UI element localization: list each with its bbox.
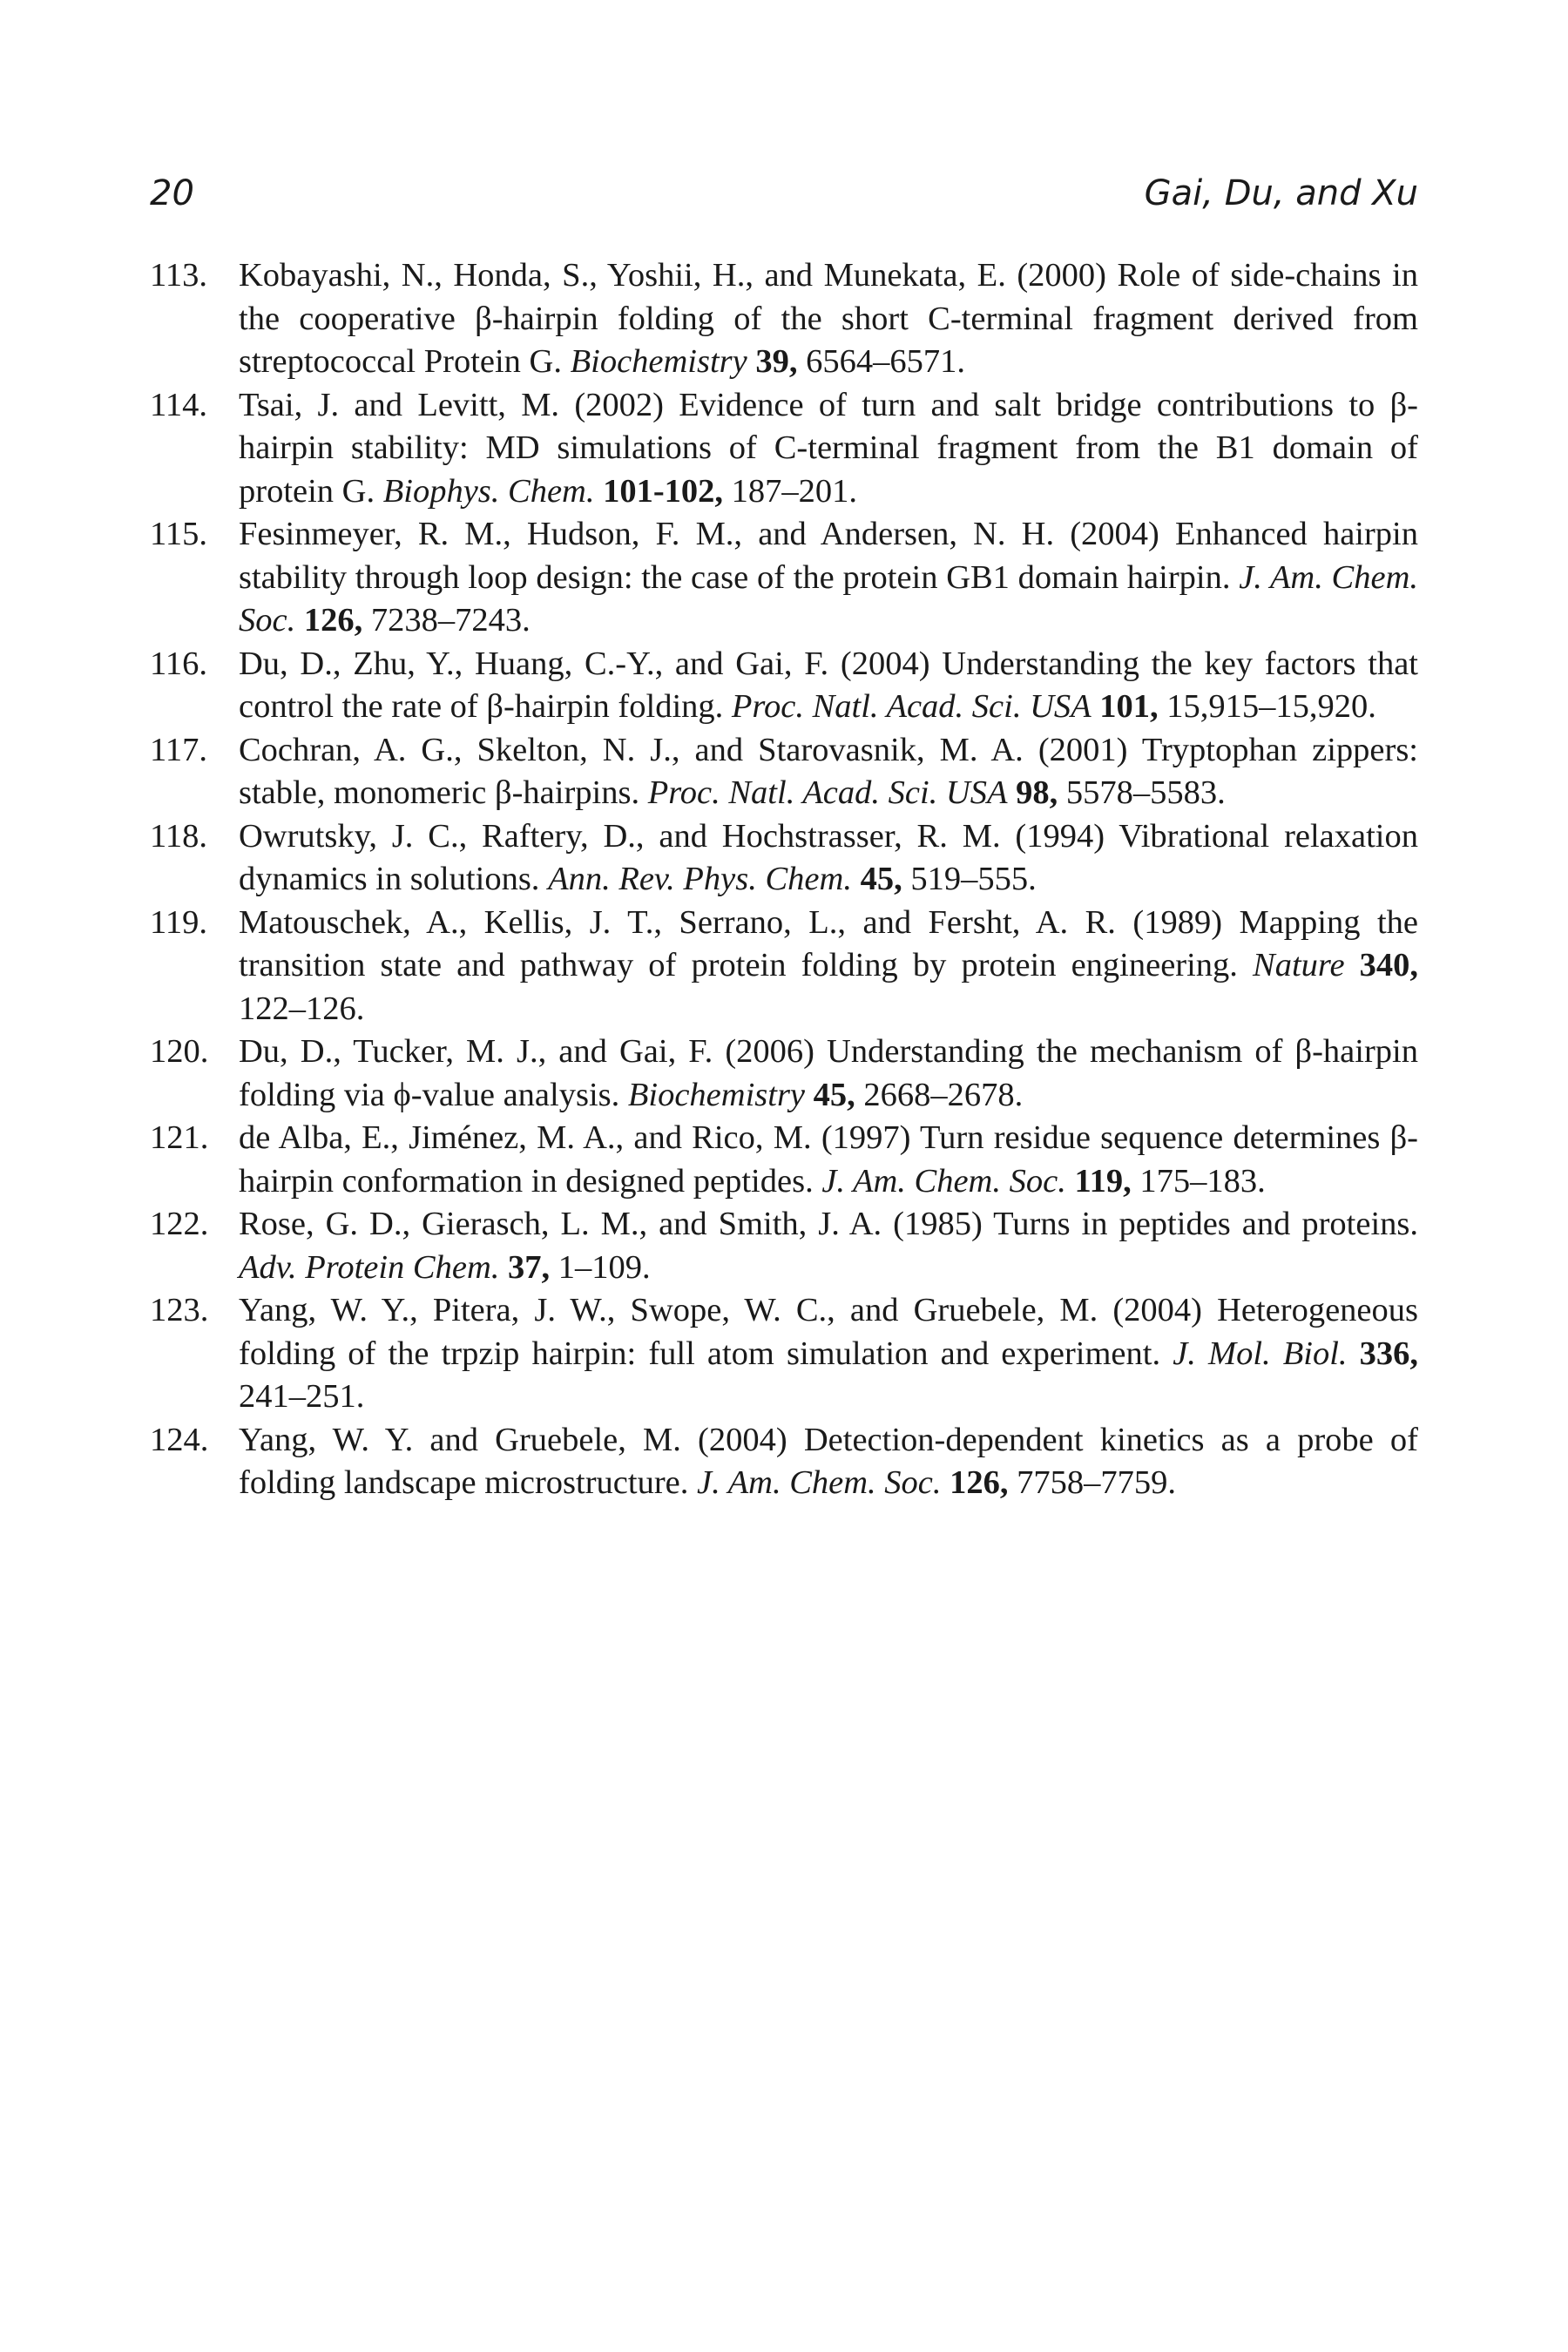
reference-text	[239, 643, 1418, 729]
reference-authors-title: Rose, G. D., Gierasch, L. M., and Smith, J. A. (1985) Turns in peptides and proteins.	[239, 1206, 1418, 1242]
reference-item	[150, 1419, 1418, 1505]
reference-pages: 187–201.	[731, 472, 858, 510]
reference-authors-title: de Alba, E., Jiménez, M. A., and Rico, M. (1997) Turn residue sequence determines β-hairpin conformation in designed peptides.	[239, 1119, 1418, 1200]
reference-authors-title: Yang, W. Y., Pitera, J. W., Swope, W. C., and Gruebele, M. (2004) Heterogeneous folding of the trpzip hairpin: full atom simulation and experiment.	[239, 1292, 1418, 1372]
reference-text	[239, 815, 1418, 902]
reference-text	[239, 513, 1418, 643]
reference-pages: 1–109.	[558, 1248, 651, 1286]
running-head-authors: Gai, Du, and Xu	[1144, 173, 1418, 213]
page-number: 20	[150, 173, 194, 213]
reference-volume: 340,	[1359, 947, 1418, 983]
reference-item	[150, 729, 1418, 815]
reference-number: 117.	[150, 731, 207, 768]
reference-number: 122.	[150, 1206, 209, 1242]
reference-pages: 7238–7243.	[370, 602, 531, 639]
reference-text	[239, 384, 1418, 514]
reference-item	[150, 1203, 1418, 1289]
reference-number: 121.	[150, 1119, 209, 1156]
reference-journal: Ann. Rev. Phys. Chem.	[548, 861, 852, 897]
reference-journal: Biochemistry	[570, 343, 747, 380]
reference-authors-title: Kobayashi, N., Honda, S., Yoshii, H., and Munekata, E. (2000) Role of side-chains in the cooperative β-hairpin folding of the short C-terminal fragment derived from streptococcal Protein G.	[239, 257, 1418, 380]
reference-volume: 37,	[508, 1248, 551, 1286]
reference-journal: Biochemistry	[627, 1076, 806, 1113]
reference-volume: 336,	[1359, 1335, 1418, 1372]
reference-authors-title: Owrutsky, J. C., Raftery, D., and Hochstrasser, R. M. (1994) Vibrational relaxation dynamics in solutions.	[239, 817, 1418, 897]
reference-authors-title: Cochran, A. G., Skelton, N. J., and Starovasnik, M. A. (2001) Tryptophan zippers: stable, monomeric β-hairpins.	[239, 731, 1418, 811]
reference-text	[239, 1419, 1418, 1505]
running-head	[150, 167, 1418, 220]
reference-text	[239, 1289, 1418, 1419]
reference-number: 123.	[150, 1292, 209, 1328]
reference-item	[150, 1031, 1418, 1117]
reference-text	[239, 902, 1418, 1031]
reference-authors-title: Du, D., Tucker, M. J., and Gai, F. (2006) Understanding the mechanism of β-hairpin folding via ϕ-value analysis.	[239, 1033, 1418, 1113]
reference-journal: J. Am. Chem. Soc.	[821, 1162, 1066, 1200]
reference-number: 113.	[150, 257, 207, 294]
reference-volume: 101-102,	[603, 472, 724, 510]
reference-item	[150, 384, 1418, 514]
reference-number: 120.	[150, 1033, 209, 1070]
reference-journal: Adv. Protein Chem.	[239, 1248, 500, 1286]
reference-volume: 126,	[950, 1464, 1009, 1501]
reference-item	[150, 902, 1418, 1031]
reference-pages: 7758–7759.	[1017, 1464, 1176, 1501]
reference-volume: 126,	[303, 602, 363, 639]
reference-pages: 6564–6571.	[806, 343, 965, 380]
reference-volume: 45,	[860, 861, 902, 897]
reference-number: 115.	[150, 516, 207, 552]
reference-volume: 45,	[813, 1076, 855, 1113]
reference-pages: 15,915–15,920.	[1166, 688, 1376, 725]
reference-journal: J. Am. Chem. Soc.	[239, 558, 1418, 639]
reference-item	[150, 643, 1418, 729]
reference-journal: J. Am. Chem. Soc.	[697, 1464, 942, 1501]
reference-pages: 2668–2678.	[863, 1076, 1024, 1113]
reference-text	[239, 254, 1418, 384]
reference-list	[150, 254, 1418, 1505]
reference-item	[150, 815, 1418, 902]
reference-authors-title: Fesinmeyer, R. M., Hudson, F. M., and Andersen, N. H. (2004) Enhanced hairpin stability through loop design: the case of the protein GB1 domain hairpin.	[239, 516, 1418, 596]
reference-authors-title: Tsai, J. and Levitt, M. (2002) Evidence of turn and salt bridge contributions to β-hairpin stability: MD simulations of C-terminal fragment from the B1 domain of protein G.	[239, 386, 1418, 510]
reference-journal: Biophys. Chem.	[382, 472, 595, 510]
reference-number: 114.	[150, 386, 207, 423]
reference-pages: 175–183.	[1139, 1162, 1266, 1200]
reference-journal: Proc. Natl. Acad. Sci. USA	[647, 774, 1008, 811]
reference-volume: 39,	[755, 343, 798, 380]
reference-journal: J. Mol. Biol.	[1173, 1335, 1348, 1372]
reference-number: 116.	[150, 645, 207, 682]
reference-item	[150, 513, 1418, 643]
reference-text	[239, 1203, 1418, 1289]
reference-text	[239, 729, 1418, 815]
reference-pages: 519–555.	[910, 861, 1037, 897]
reference-item	[150, 1289, 1418, 1419]
reference-pages: 122–126.	[239, 990, 365, 1027]
reference-number: 124.	[150, 1421, 209, 1458]
reference-volume: 98,	[1016, 774, 1058, 811]
reference-authors-title: Yang, W. Y. and Gruebele, M. (2004) Detection-dependent kinetics as a probe of folding landscape microstructure.	[239, 1421, 1418, 1501]
reference-pages: 241–251.	[239, 1378, 365, 1415]
reference-item	[150, 254, 1418, 384]
reference-text	[239, 1117, 1418, 1203]
reference-text	[239, 1031, 1418, 1117]
reference-pages: 5578–5583.	[1065, 774, 1226, 811]
reference-volume: 101,	[1099, 688, 1159, 725]
reference-number: 118.	[150, 817, 207, 855]
reference-volume: 119,	[1074, 1162, 1132, 1200]
reference-item	[150, 1117, 1418, 1203]
reference-authors-title: Du, D., Zhu, Y., Huang, C.-Y., and Gai, F. (2004) Understanding the key factors that control the rate of β-hairpin folding.	[239, 645, 1418, 725]
reference-journal: Nature	[1253, 947, 1345, 983]
reference-number: 119.	[150, 903, 207, 941]
reference-journal: Proc. Natl. Acad. Sci. USA	[731, 688, 1092, 725]
reference-authors-title: Matouschek, A., Kellis, J. T., Serrano, L., and Fersht, A. R. (1989) Mapping the transition state and pathway of protein folding by protein engineering.	[239, 903, 1418, 983]
